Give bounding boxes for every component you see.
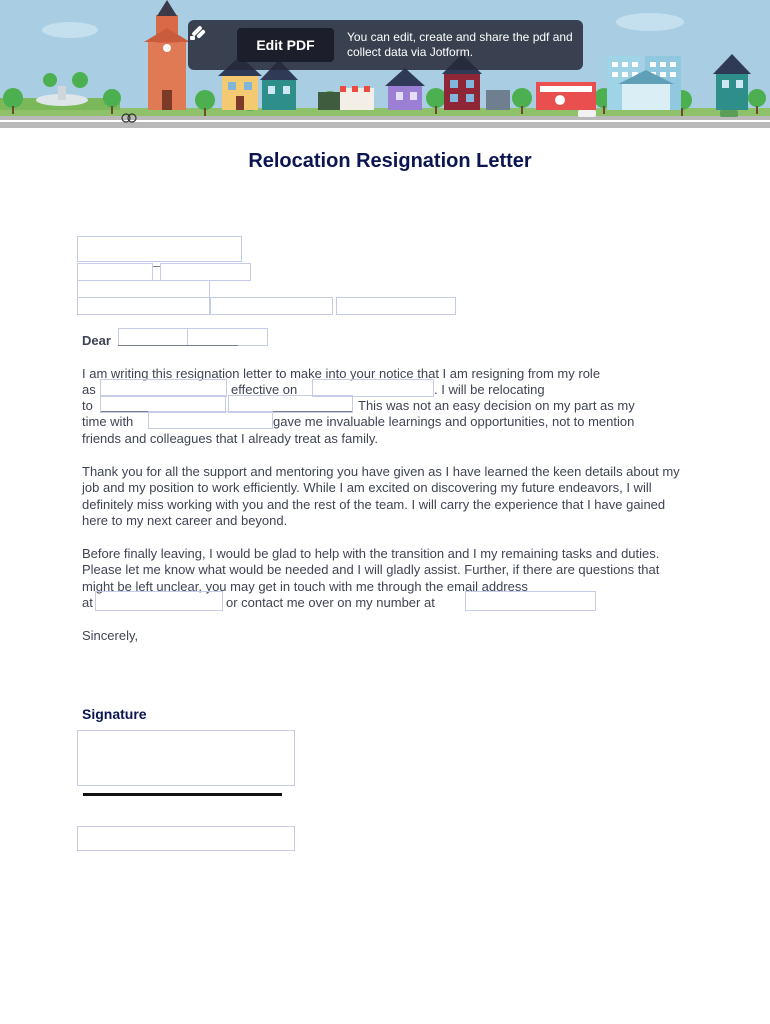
printed-name-field[interactable] <box>77 826 295 851</box>
edit-pdf-button[interactable]: Edit PDF <box>237 28 334 62</box>
recipient-last-name-field[interactable] <box>187 328 268 346</box>
phone-number-field[interactable] <box>465 591 596 611</box>
jotform-banner <box>0 0 770 128</box>
address-field-2[interactable] <box>160 263 251 281</box>
promo-text: You can edit, create and share the pdf and collect data via Jotform. <box>347 30 573 59</box>
paragraph-1-line-1: I am writing this resignation letter to make into your notice that I am resigning from my role <box>82 366 601 381</box>
jotform-logo-icon <box>188 20 210 42</box>
paragraph-3: Before finally leaving, I would be glad to help with the transition and I my remaining tasks and duties. Please let me know what would be needed and I will gladly assist. Further, if there are questions that might be left unclear, you may get in touch with me through the email address <box>82 546 660 594</box>
paragraph-1-to: to <box>82 398 93 413</box>
paragraph-1-decision: This was not an easy decision on my part as my <box>358 398 635 413</box>
document-title: Relocation Resignation Letter <box>248 150 532 172</box>
signature-label: Signature <box>82 706 147 722</box>
paragraph-1-line-5: friends and colleagues that I already treat as family. <box>82 431 379 446</box>
state-field[interactable] <box>210 297 333 315</box>
signature-line <box>83 793 282 796</box>
name-field[interactable] <box>77 236 242 262</box>
paragraph-1-relocating: . I will be relocating <box>434 382 545 397</box>
paragraph-3-at: at <box>82 595 93 610</box>
edit-pdf-promo <box>188 20 583 70</box>
signature-field[interactable] <box>77 730 295 786</box>
paragraph-1-learnings: gave me invaluable learnings and opportunities, not to mention <box>273 414 635 429</box>
paragraph-3-contact: or contact me over on my number at <box>226 595 435 610</box>
recipient-first-name-field[interactable] <box>118 328 188 346</box>
paragraph-2: Thank you for all the support and mentoring you have given as I have learned the keen details about my job and my position to work efficiently. While I am excited on discovering my future endeavors, I will definitely miss working with you and the rest of the team. I will carry the experience that I have gained here to my next career and beyond. <box>82 464 680 529</box>
company-name-field[interactable] <box>148 411 273 429</box>
separator-line <box>153 266 160 267</box>
recipient-underline <box>118 345 238 346</box>
salutation: Dear <box>82 333 111 348</box>
paragraph-1-time-with: time with <box>82 414 134 429</box>
zip-field[interactable] <box>336 297 456 315</box>
paragraph-1-as: as <box>82 382 96 397</box>
paragraph-1-effective-on: effective on <box>231 382 298 397</box>
city-field[interactable] <box>77 297 210 315</box>
email-field[interactable] <box>95 591 223 611</box>
closing: Sincerely, <box>82 628 139 643</box>
address-field-3[interactable] <box>77 280 210 298</box>
address-field-1[interactable] <box>77 263 153 281</box>
